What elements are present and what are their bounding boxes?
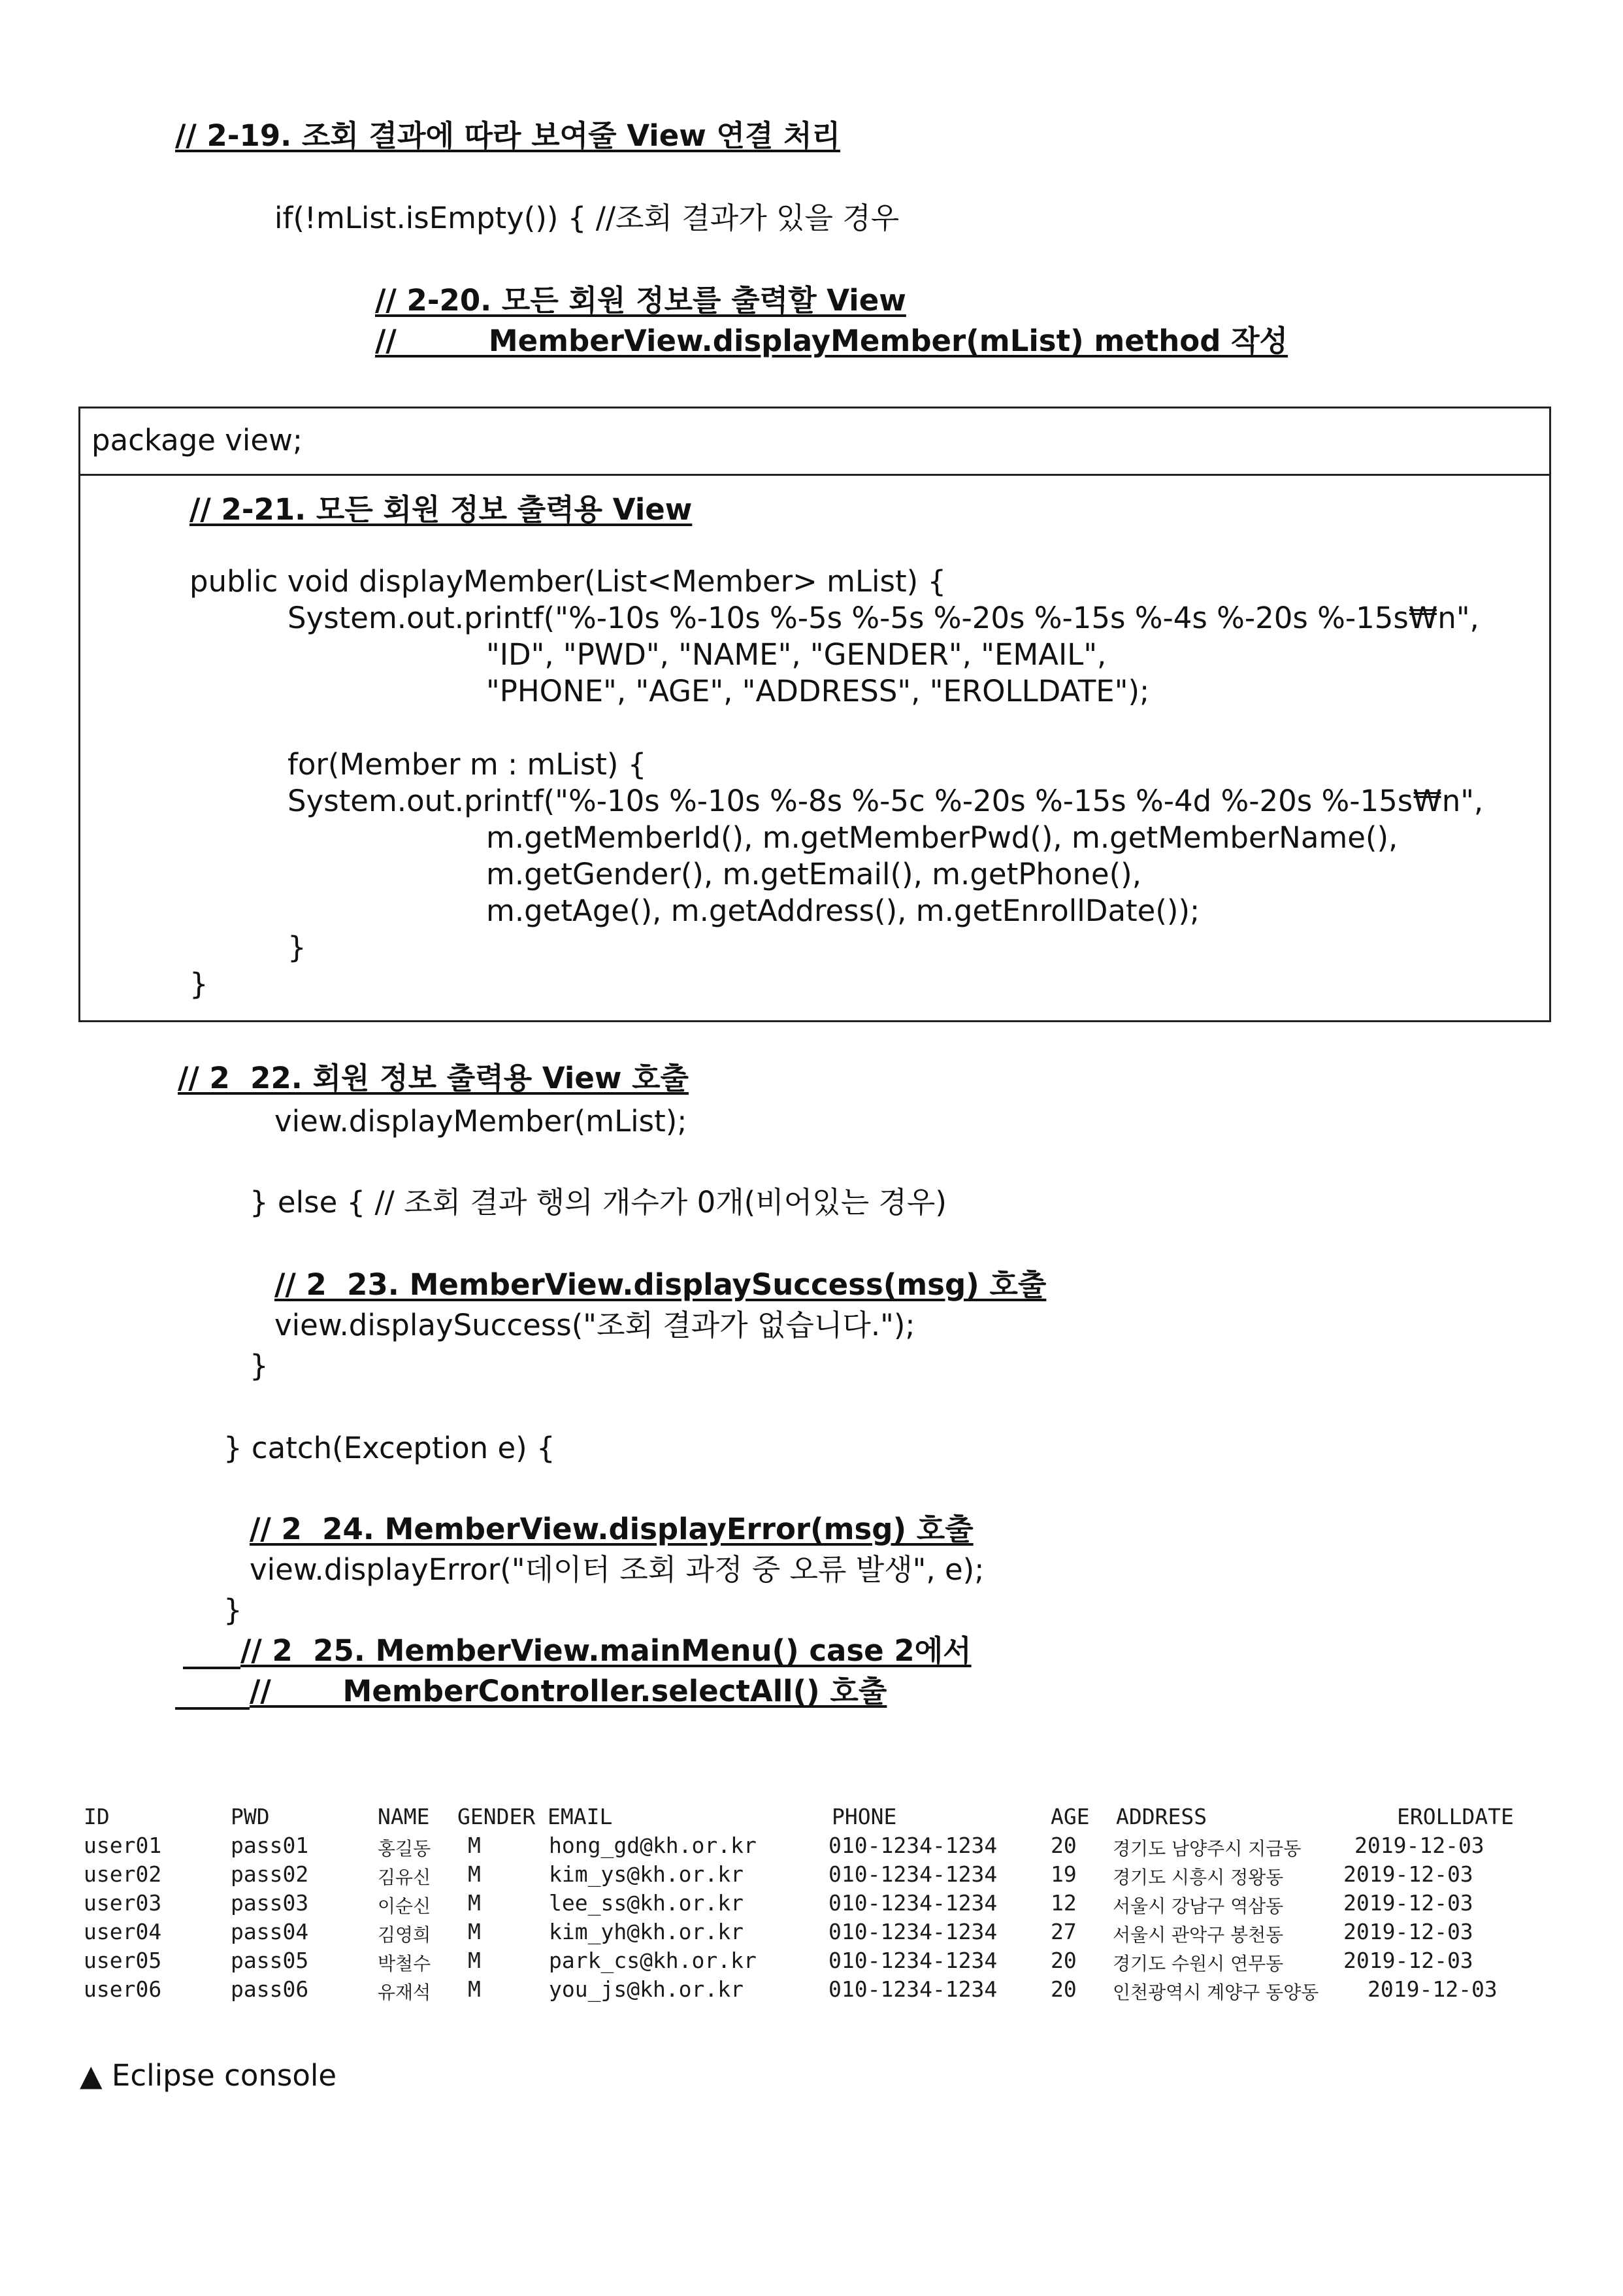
console-cell: 010-1234-1234 [828, 1861, 998, 1887]
console-cell: 12 [1051, 1890, 1077, 1916]
console-cell: M [468, 1833, 481, 1858]
console-cell: you_js@kh.or.kr [549, 1976, 744, 2002]
console-cell: 010-1234-1234 [828, 1890, 998, 1916]
underline-lead [175, 1707, 250, 1710]
heading-2-19: // 2-19. 조회 결과에 따라 보여줄 View 연결 처리 [175, 118, 841, 153]
success-line: view.displaySuccess("조회 결과가 없습니다."); [274, 1308, 915, 1342]
console-cell: 2019-12-03 [1343, 1948, 1473, 1973]
console-cell: 2019-12-03 [1354, 1833, 1484, 1858]
code-line: System.out.printf("%-10s %-10s %-8s %-5c %-20s %-15s %-4d %-20s %-15s₩n", [287, 784, 1484, 818]
console-cell: kim_yh@kh.or.kr [549, 1919, 744, 1944]
package-line: package view; [91, 423, 303, 458]
close-brace: } [223, 1593, 242, 1627]
console-cell: 유재석 [378, 1982, 431, 2003]
code-line: System.out.printf("%-10s %-10s %-5s %-5s %-20s %-15s %-4s %-20s %-15s₩n", [287, 601, 1479, 635]
console-cell: M [468, 1919, 481, 1944]
console-row [84, 1976, 1534, 2005]
code-line: for(Member m : mList) { [287, 747, 647, 782]
code-line: "PHONE", "AGE", "ADDRESS", "EROLLDATE"); [486, 674, 1150, 708]
console-cell: 2019-12-03 [1368, 1976, 1498, 2002]
console-cell: 서울시 관악구 봉천동 [1113, 1924, 1284, 1946]
heading-2-21: // 2-21. 모든 회원 정보 출력용 View [189, 492, 693, 527]
heading-2-25a: // 2 25. MemberView.mainMenu() case 2에서 [240, 1633, 972, 1668]
heading-2-25b: // MemberController.selectAll() 호출 [250, 1674, 887, 1708]
console-cell: pass02 [231, 1861, 309, 1887]
console-cell: 19 [1051, 1861, 1077, 1887]
console-cell: kim_ys@kh.or.kr [549, 1861, 744, 1887]
code-line: m.getMemberId(), m.getMemberPwd(), m.getMemberName(), [486, 820, 1398, 855]
close-brace: } [250, 1348, 269, 1383]
console-row [84, 1919, 1534, 1948]
console-header-cell: PWD [231, 1804, 270, 1829]
console-cell: 27 [1051, 1919, 1077, 1944]
console-row [84, 1890, 1534, 1919]
code-line: "ID", "PWD", "NAME", "GENDER", "EMAIL", [486, 637, 1107, 672]
console-cell: user06 [84, 1976, 162, 2002]
error-line: view.displayError("데이터 조회 과정 중 오류 발생", e); [250, 1552, 985, 1587]
console-row [84, 1948, 1534, 1976]
console-cell: M [468, 1948, 481, 1973]
console-cell: user03 [84, 1890, 162, 1916]
console-cell: park_cs@kh.or.kr [549, 1948, 757, 1973]
console-row [84, 1833, 1534, 1861]
console-row [84, 1861, 1534, 1890]
code-line: m.getGender(), m.getEmail(), m.getPhone(), [486, 857, 1142, 891]
code-box-divider [78, 474, 1551, 476]
console-header-cell: AGE [1051, 1804, 1090, 1829]
console-cell: hong_gd@kh.or.kr [549, 1833, 757, 1858]
console-cell: 서울시 강남구 역삼동 [1113, 1895, 1284, 1917]
heading-2-23: // 2 23. MemberView.displaySuccess(msg) 호출 [274, 1267, 1047, 1302]
console-cell: 20 [1051, 1948, 1077, 1973]
console-header-cell: NAME [378, 1804, 430, 1829]
console-cell: user02 [84, 1861, 162, 1887]
code-line: } [287, 930, 306, 965]
console-cell: pass03 [231, 1890, 309, 1916]
heading-2-20a: // 2-20. 모든 회원 정보를 출력할 View [375, 283, 906, 318]
console-header-cell: EROLLDATE [1397, 1804, 1514, 1829]
heading-2-22: // 2 22. 회원 정보 출력용 View 호출 [178, 1061, 689, 1095]
console-cell: 010-1234-1234 [828, 1919, 998, 1944]
console-cell: pass05 [231, 1948, 309, 1973]
console-cell: 2019-12-03 [1343, 1890, 1473, 1916]
console-cell: pass06 [231, 1976, 309, 2002]
console-cell: lee_ss@kh.or.kr [549, 1890, 744, 1916]
underline-lead [183, 1667, 240, 1669]
console-cell: 경기도 수원시 연무동 [1113, 1953, 1284, 1974]
console-cell: 경기도 시흥시 정왕동 [1113, 1867, 1284, 1888]
console-header-cell: EMAIL [548, 1804, 613, 1829]
console-cell: 이순신 [378, 1895, 431, 1917]
code-line: } [189, 967, 208, 1001]
console-header-cell: GENDER [457, 1804, 536, 1829]
view-display-line: view.displayMember(mList); [274, 1104, 687, 1139]
console-cell: user05 [84, 1948, 162, 1973]
console-header-cell: PHONE [832, 1804, 897, 1829]
console-cell: pass01 [231, 1833, 309, 1858]
console-header-cell: ID [84, 1804, 110, 1829]
console-cell: 20 [1051, 1976, 1077, 2002]
console-cell: 2019-12-03 [1343, 1861, 1473, 1887]
console-cell: 경기도 남양주시 지금동 [1113, 1838, 1302, 1859]
console-header-row [84, 1804, 1534, 1833]
console-cell: 홍길동 [378, 1838, 431, 1859]
console-cell: M [468, 1890, 481, 1916]
console-cell: pass04 [231, 1919, 309, 1944]
console-cell: 박철수 [378, 1953, 431, 1974]
code-line: public void displayMember(List<Member> mList) { [189, 564, 947, 599]
code-line: m.getAge(), m.getAddress(), m.getEnrollDate()); [486, 893, 1200, 928]
heading-2-24: // 2 24. MemberView.displayError(msg) 호출 [250, 1512, 974, 1546]
console-cell: 010-1234-1234 [828, 1976, 998, 2002]
console-cell: 010-1234-1234 [828, 1948, 998, 1973]
console-cell: 인천광역시 계양구 동양동 [1113, 1982, 1319, 2003]
console-cell: 김영희 [378, 1924, 431, 1946]
console-cell: user04 [84, 1919, 162, 1944]
console-cell: 김유신 [378, 1867, 431, 1888]
heading-2-20b: // MemberView.displayMember(mList) method 작성 [375, 324, 1288, 358]
console-cell: 20 [1051, 1833, 1077, 1858]
console-cell: user01 [84, 1833, 162, 1858]
console-cell: 2019-12-03 [1343, 1919, 1473, 1944]
catch-line: } catch(Exception e) { [223, 1431, 555, 1465]
console-header-cell: ADDRESS [1116, 1804, 1207, 1829]
console-cell: 010-1234-1234 [828, 1833, 998, 1858]
figure-caption: ▲ Eclipse console [80, 2058, 337, 2093]
else-line: } else { // 조회 결과 행의 개수가 0개(비어있는 경우) [250, 1185, 947, 1220]
console-cell: M [468, 1861, 481, 1887]
console-cell: M [468, 1976, 481, 2002]
if-line: if(!mList.isEmpty()) { //조회 결과가 있을 경우 [274, 201, 900, 235]
